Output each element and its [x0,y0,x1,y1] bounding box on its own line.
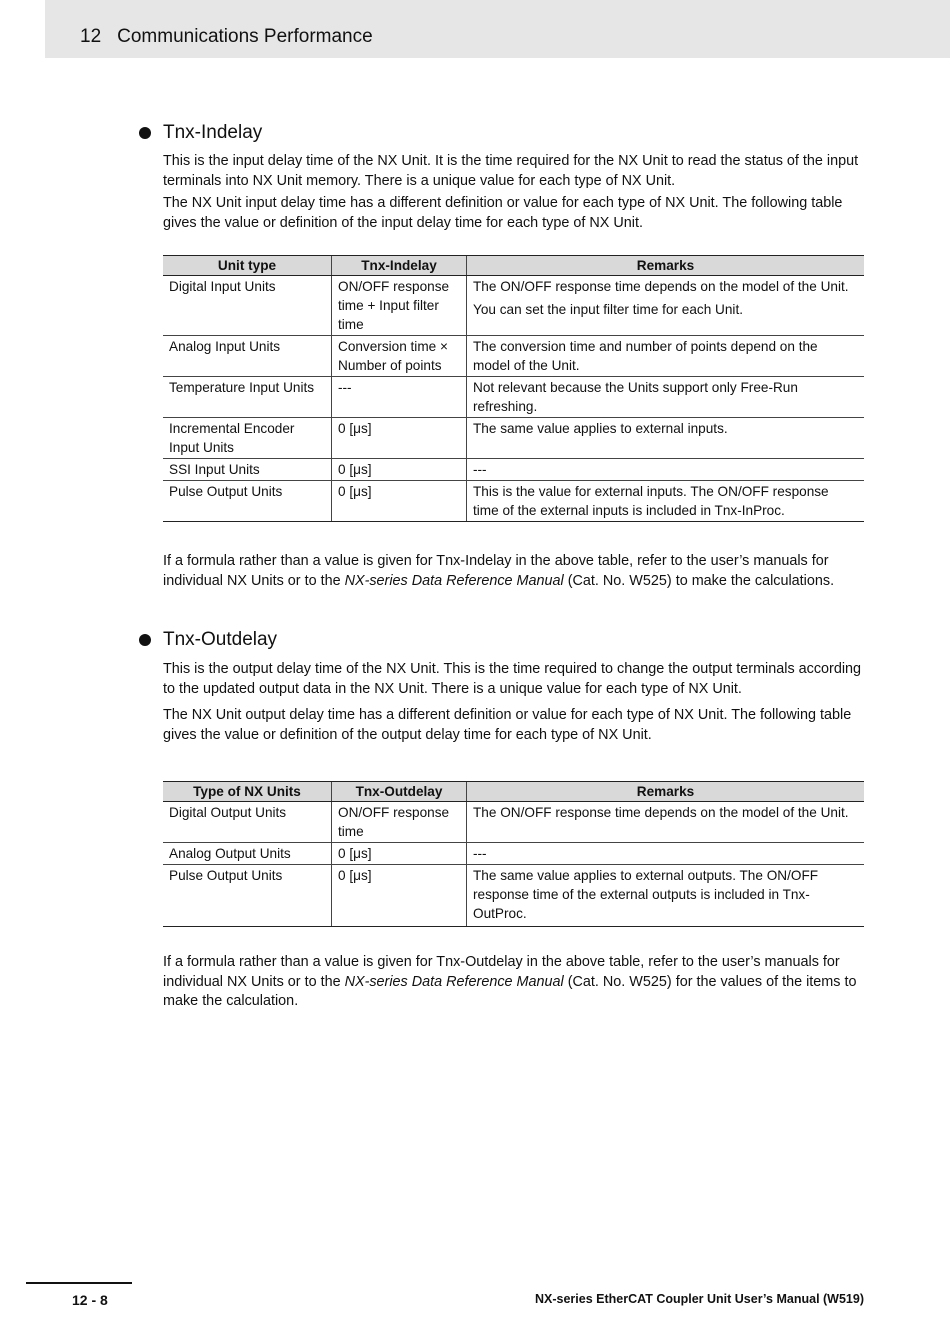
cell-value: 0 [μs] [332,459,467,481]
table-row [163,336,864,377]
footer-rule [26,1282,132,1284]
column-header: Remarks [467,782,865,802]
paragraph: The NX Unit output delay time has a different definition or value for each type of NX Unit. The following table gives the value or definition of the output delay time for each type of NX Unit. [163,707,852,743]
page-number: 12 - 8 [72,1292,108,1308]
cell-unit-type: Pulse Output Units [163,481,332,522]
cell-unit-type: Analog Input Units [163,336,332,377]
outdelay-description [163,660,865,745]
table-row [163,843,864,865]
cell-unit-type: SSI Input Units [163,459,332,481]
cell-unit-type: Pulse Output Units [163,865,332,927]
column-header: Remarks [467,256,865,276]
section-heading-outdelay [139,629,277,651]
column-header: Tnx-Indelay [332,256,467,276]
cell-unit-type: Digital Input Units [163,276,332,336]
outdelay-table [163,781,864,927]
chapter-title: Communications Performance [117,26,373,47]
table-row [163,865,864,927]
text-run: (Cat. No. W525) to make the calculations. [563,572,835,589]
indelay-table [163,255,864,522]
cell-remark [467,276,865,336]
table-row [163,459,864,481]
cell-unit-type: Digital Output Units [163,802,332,843]
section-heading-text: Tnx-Outdelay [163,629,278,650]
cell-remark: --- [467,843,865,865]
cell-value: 0 [μs] [332,481,467,522]
remark-note: You can set the input filter time for each Unit. [473,302,744,317]
cell-remark: This is the value for external inputs. The ON/OFF response time of the external inputs is included in Tnx-InProc. [467,481,865,522]
chapter-number: 12 [80,26,102,47]
paragraph: The NX Unit input delay time has a different definition or value for each type of NX Unit. The following table gives the value or definition of the input delay time for each type of NX Unit. [163,195,843,231]
manual-title: NX-series Data Reference Manual [344,973,564,990]
running-header [80,26,373,48]
cell-value: 0 [μs] [332,865,467,927]
bullet-icon [139,634,151,646]
table-header-row [163,782,864,802]
cell-remark: Not relevant because the Units support only Free-Run refreshing. [467,377,865,418]
paragraph: This is the input delay time of the NX Unit. It is the time required for the NX Unit to read the status of the input terminals into NX Unit memory. There is a unique value for each type of NX Unit. [163,153,859,189]
paragraph [163,953,865,1012]
cell-value: Conversion time × Number of points [332,336,467,377]
cell-remark: The ON/OFF response time depends on the model of the Unit. [467,802,865,843]
section-heading-indelay [139,122,262,144]
table-row [163,481,864,522]
indelay-description [163,152,865,233]
cell-value: ON/OFF response time + Input filter time [332,276,467,336]
table-row [163,377,864,418]
text-run: If a formula rather than a value is given for Tnx-Outdelay in the above table, refer to the user’s manuals for individual NX Units or to the [163,954,840,990]
cell-unit-type: Incremental Encoder Input Units [163,418,332,459]
cell-unit-type: Temperature Input Units [163,377,332,418]
column-header: Unit type [163,256,332,276]
manual-name: NX-series EtherCAT Coupler Unit User’s Manual (W519) [534,1292,864,1306]
cell-remark: --- [467,459,865,481]
table-header-row [163,256,864,276]
indelay-reference-note [163,552,865,591]
cell-value: ON/OFF response time [332,802,467,843]
column-header: Type of NX Units [163,782,332,802]
cell-unit-type: Analog Output Units [163,843,332,865]
remark-text: The ON/OFF response time depends on the model of the Unit. [473,279,849,294]
table-row [163,276,864,336]
outdelay-reference-note [163,953,865,1012]
paragraph: This is the output delay time of the NX Unit. This is the time required to change the output terminals according to the updated output data in the NX Unit. There is a unique value for each type of NX Unit. [163,661,862,697]
cell-value: 0 [μs] [332,418,467,459]
table-row [163,802,864,843]
text-run: If a formula rather than a value is given for Tnx-Indelay in the above table, refer to the user’s manuals for individual NX Units or to the [163,553,829,589]
cell-value: --- [332,377,467,418]
manual-title: NX-series Data Reference Manual [344,572,564,589]
column-header: Tnx-Outdelay [332,782,467,802]
cell-remark: The same value applies to external outputs. The ON/OFF response time of the external outputs is included in Tnx-OutProc. [467,865,865,927]
section-heading-text: Tnx-Indelay [163,122,263,143]
text-run: (Cat. No. W525) for the values of the items to make the calculation. [163,973,857,1010]
paragraph [163,552,865,591]
cell-value: 0 [μs] [332,843,467,865]
table-row [163,418,864,459]
cell-remark: The same value applies to external inputs. [467,418,865,459]
cell-remark: The conversion time and number of points depend on the model of the Unit. [467,336,865,377]
bullet-icon [139,127,151,139]
